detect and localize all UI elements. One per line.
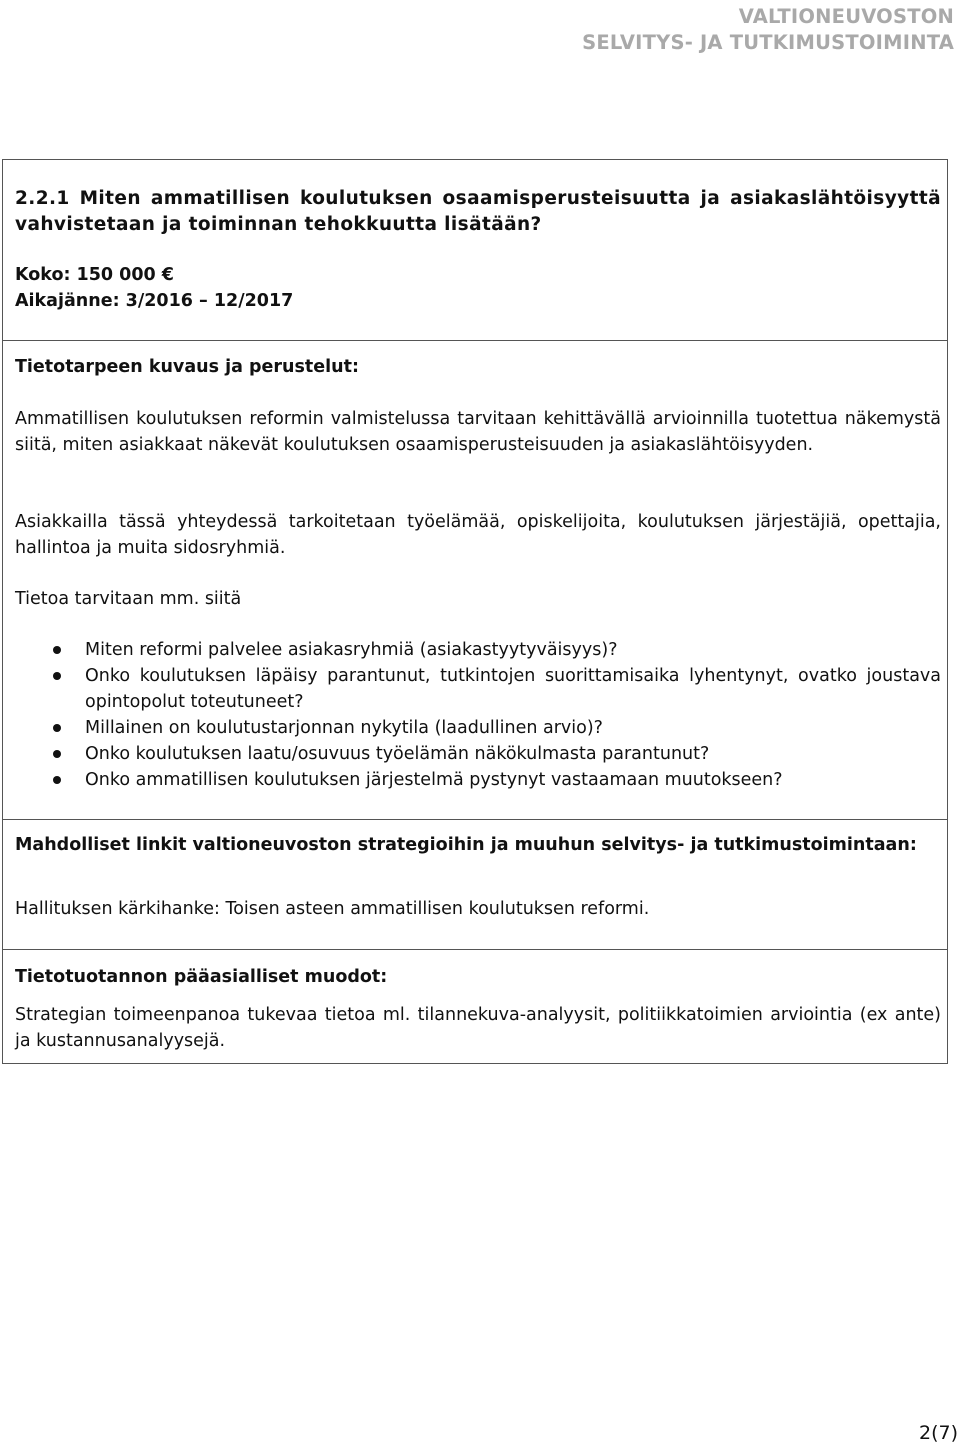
bullet-icon: [53, 672, 61, 680]
page-number: 2(7): [918, 1422, 958, 1444]
links-text: Hallituksen kärkihanke: Toisen asteen ammatillisen koulutuksen reformi.: [15, 899, 650, 919]
strategy-links-box: [2, 819, 948, 950]
bullet-icon: [53, 646, 61, 654]
list-item: Millainen on koulutustarjonnan nykytila (laadullinen arvio)?: [53, 715, 941, 741]
bullet-icon: [53, 776, 61, 784]
bullet-icon: [53, 724, 61, 732]
forms-heading: Tietotuotannon pääasialliset muodot:: [15, 967, 388, 987]
needs-paragraph-3: Tietoa tarvitaan mm. siitä: [15, 589, 242, 609]
needs-paragraph-1: Ammatillisen koulutuksen reformin valmistelussa tarvitaan kehittävällä arvioinnilla tuotettua näkemystä siitä, miten asiakkaat näkevät koulutuksen osaamisperusteisuuden ja asiakaslähtöisyyden.: [15, 409, 941, 455]
list-item: Onko ammatillisen koulutuksen järjestelmä pystynyt vastaamaan muutokseen?: [53, 767, 941, 793]
section-divider: [3, 340, 947, 341]
forms-text: Strategian toimeenpanoa tukevaa tietoa ml. tilannekuva-analyysit, politiikkatoimien arviointia (ex ante) ja kustannusanalyysejä.: [15, 1005, 941, 1051]
list-item: Onko koulutuksen laatu/osuvuus työelämän näkökulmasta parantunut?: [53, 741, 941, 767]
information-needs-list: [53, 637, 941, 793]
list-item: Miten reformi palvelee asiakasryhmiä (asiakastyytyväisyys)?: [53, 637, 941, 663]
project-period: Aikajänne: 3/2016 – 12/2017: [15, 291, 294, 311]
organization-header: [582, 4, 954, 56]
project-size: Koko: 150 000 €: [15, 265, 174, 285]
bullet-icon: [53, 750, 61, 758]
section-title: 2.2.1 Miten ammatillisen koulutuksen osaamisperusteisuutta ja asiakaslähtöisyyttä vahvistetaan ja toiminnan tehokkuutta lisätään?: [15, 188, 941, 235]
needs-paragraph-2: Asiakkailla tässä yhteydessä tarkoitetaan työelämää, opiskelijoita, koulutuksen järjestäjiä, opettajia, hallintoa ja muita sidosryhmiä.: [15, 512, 941, 558]
needs-heading: Tietotarpeen kuvaus ja perustelut:: [15, 357, 359, 377]
list-item: Onko koulutuksen läpäisy parantunut, tutkintojen suorittamisaika lyhentynyt, ovatko joustava opintopolut toteutuneet?: [53, 663, 941, 715]
links-heading: Mahdolliset linkit valtioneuvoston strategioihin ja muuhun selvitys- ja tutkimustoimintaan:: [15, 835, 917, 855]
project-info-box: [2, 159, 948, 820]
information-forms-box: [2, 949, 948, 1064]
org-name-line1: VALTIONEUVOSTON: [738, 5, 954, 28]
org-name-line2: SELVITYS- JA TUTKIMUSTOIMINTA: [582, 31, 954, 54]
